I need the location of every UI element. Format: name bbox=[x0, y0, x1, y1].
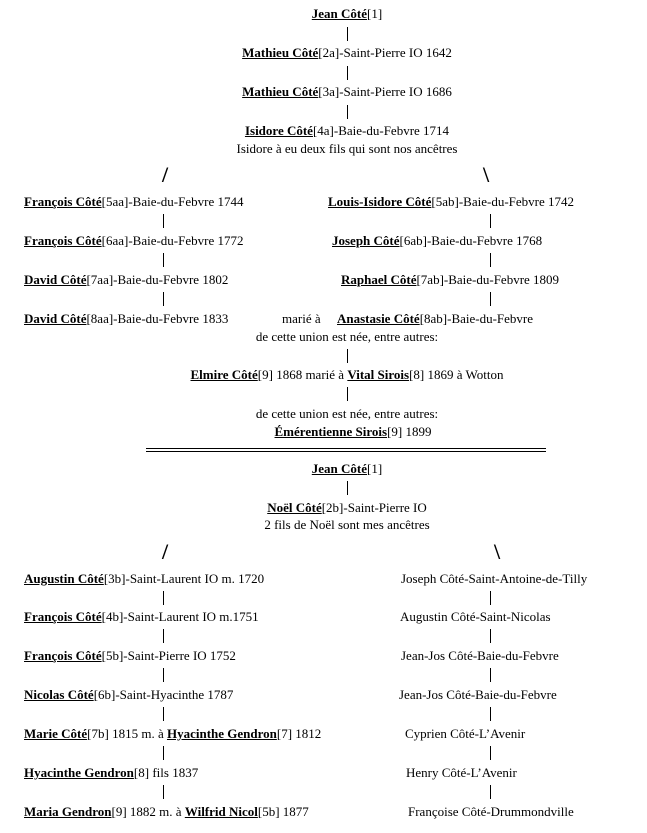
connector bbox=[163, 214, 164, 228]
branch-right-slash: \ bbox=[494, 539, 501, 564]
connector bbox=[490, 746, 491, 760]
name-link[interactable]: François Côté bbox=[24, 233, 102, 248]
connector bbox=[163, 253, 164, 267]
name-link[interactable]: Noël Côté bbox=[267, 500, 322, 515]
connector bbox=[163, 668, 164, 682]
connector bbox=[347, 349, 348, 363]
entry-detail: [9] 1882 m. à bbox=[111, 804, 185, 819]
entry-detail: [6ab]-Baie-du-Febvre 1768 bbox=[399, 233, 543, 248]
entry-detail: [8aa]-Baie-du-Febvre 1833 bbox=[86, 311, 229, 326]
entry-detail: [5ab]-Baie-du-Febvre 1742 bbox=[431, 194, 574, 209]
connector bbox=[163, 292, 164, 306]
entry-detail: [4a]-Baie-du-Febvre 1714 bbox=[312, 123, 450, 138]
left-gen-6 bbox=[24, 233, 243, 248]
name-link[interactable]: Anastasie Côté bbox=[337, 311, 420, 326]
connector bbox=[347, 105, 348, 119]
name-link[interactable]: David Côté bbox=[24, 272, 87, 287]
name-link[interactable]: Augustin Côté bbox=[24, 571, 104, 586]
spouse-link[interactable]: Hyacinthe Gendron bbox=[166, 726, 277, 741]
left-gen-5 bbox=[24, 194, 243, 209]
branch-left-slash: / bbox=[162, 162, 169, 187]
union-note: de cette union est née, entre autres: bbox=[255, 329, 439, 344]
connector bbox=[347, 27, 348, 41]
connector bbox=[163, 785, 164, 799]
right-gen-9: Françoise Côté-Drummondville bbox=[408, 804, 574, 819]
entry-detail: [7] 1812 bbox=[276, 726, 322, 741]
name-link[interactable]: Raphael Côté bbox=[341, 272, 417, 287]
name-link[interactable]: Jean Côté bbox=[311, 461, 368, 476]
married-label: marié à bbox=[282, 311, 321, 326]
connector bbox=[490, 292, 491, 306]
generation-4 bbox=[245, 123, 449, 138]
connector bbox=[490, 629, 491, 643]
entry-detail: [6b]-Saint-Hyacinthe 1787 bbox=[93, 687, 234, 702]
right-gen-6 bbox=[332, 233, 542, 248]
name-link[interactable]: Mathieu Côté bbox=[242, 84, 319, 99]
left-gen-7 bbox=[24, 272, 228, 287]
section-divider bbox=[146, 448, 546, 449]
name-link[interactable]: David Côté bbox=[24, 311, 87, 326]
name-link[interactable]: Isidore Côté bbox=[244, 123, 313, 138]
entry-detail: [7aa]-Baie-du-Febvre 1802 bbox=[86, 272, 229, 287]
right-gen-8 bbox=[337, 311, 533, 326]
entry-detail: [6aa]-Baie-du-Febvre 1772 bbox=[101, 233, 244, 248]
branch-note: Isidore à eu deux fils qui sont nos ancêtres bbox=[236, 141, 458, 156]
entry-detail: [7ab]-Baie-du-Febvre 1809 bbox=[416, 272, 560, 287]
root-ancestor bbox=[312, 461, 382, 476]
gen-9-couple bbox=[191, 367, 504, 382]
name-link[interactable]: Hyacinthe Gendron bbox=[24, 765, 134, 780]
connector bbox=[163, 591, 164, 605]
entry-detail: [1] bbox=[367, 6, 383, 21]
entry-detail: [3a]-Saint-Pierre IO 1686 bbox=[318, 84, 452, 99]
connector bbox=[490, 707, 491, 721]
left-gen-4 bbox=[24, 609, 259, 624]
left-gen-5 bbox=[24, 648, 236, 663]
root-ancestor bbox=[312, 6, 382, 21]
spouse-link[interactable]: Wilfrid Nicol bbox=[184, 804, 258, 819]
entry-detail: [2a]-Saint-Pierre IO 1642 bbox=[318, 45, 452, 60]
name-link[interactable]: Marie Côté bbox=[24, 726, 88, 741]
entry-detail: [8] 1869 à Wotton bbox=[409, 367, 504, 382]
connector bbox=[347, 66, 348, 80]
entry-detail: [5b]-Saint-Pierre IO 1752 bbox=[101, 648, 236, 663]
entry-detail: [5b] 1877 bbox=[257, 804, 309, 819]
branch-note: 2 fils de Noël sont mes ancêtres bbox=[264, 517, 430, 532]
branch-right-slash: \ bbox=[483, 162, 490, 187]
entry-detail: [9] 1899 bbox=[387, 424, 432, 439]
name-link[interactable]: Maria Gendron bbox=[24, 804, 112, 819]
entry-detail: [3b]-Saint-Laurent IO m. 1720 bbox=[103, 571, 265, 586]
right-gen-6: Jean-Jos Côté-Baie-du-Febvre bbox=[399, 687, 557, 702]
right-gen-5: Jean-Jos Côté-Baie-du-Febvre bbox=[401, 648, 559, 663]
name-link[interactable]: François Côté bbox=[24, 194, 102, 209]
entry-detail: [4b]-Saint-Laurent IO m.1751 bbox=[101, 609, 259, 624]
generation-2 bbox=[242, 45, 452, 60]
generation-2 bbox=[267, 500, 427, 515]
generation-3 bbox=[242, 84, 452, 99]
name-link[interactable]: Émérentienne Sirois bbox=[274, 424, 388, 439]
left-gen-8 bbox=[24, 311, 228, 326]
entry-detail: [9] 1868 marié à bbox=[257, 367, 348, 382]
descendant bbox=[275, 424, 432, 439]
connector bbox=[347, 481, 348, 495]
entry-detail: [2b]-Saint-Pierre IO bbox=[321, 500, 427, 515]
name-link[interactable]: Elmire Côté bbox=[190, 367, 258, 382]
connector bbox=[163, 746, 164, 760]
connector bbox=[490, 591, 491, 605]
connector bbox=[490, 785, 491, 799]
connector bbox=[347, 387, 348, 401]
right-gen-7 bbox=[341, 272, 559, 287]
name-link[interactable]: Joseph Côté bbox=[332, 233, 400, 248]
entry-detail: [7b] 1815 m. à bbox=[87, 726, 167, 741]
right-gen-8: Henry Côté-L’Avenir bbox=[406, 765, 517, 780]
right-gen-5 bbox=[328, 194, 574, 209]
left-gen-3 bbox=[24, 571, 264, 586]
name-link[interactable]: Jean Côté bbox=[311, 6, 368, 21]
name-link[interactable]: François Côté bbox=[24, 648, 102, 663]
right-gen-7: Cyprien Côté-L’Avenir bbox=[405, 726, 526, 741]
left-gen-6 bbox=[24, 687, 233, 702]
entry-detail: [8ab]-Baie-du-Febvre bbox=[419, 311, 534, 326]
name-link[interactable]: François Côté bbox=[24, 609, 102, 624]
name-link[interactable]: Louis-Isidore Côté bbox=[328, 194, 432, 209]
connector bbox=[490, 668, 491, 682]
name-link[interactable]: Nicolas Côté bbox=[24, 687, 94, 702]
branch-left-slash: / bbox=[162, 539, 169, 564]
section-divider bbox=[146, 451, 546, 452]
left-gen-8 bbox=[24, 765, 198, 780]
spouse-link[interactable]: Vital Sirois bbox=[347, 367, 410, 382]
entry-detail: [5aa]-Baie-du-Febvre 1744 bbox=[101, 194, 244, 209]
union-note: de cette union est née, entre autres: bbox=[255, 406, 439, 421]
name-link[interactable]: Mathieu Côté bbox=[242, 45, 319, 60]
right-gen-4: Augustin Côté-Saint-Nicolas bbox=[400, 609, 551, 624]
connector bbox=[163, 629, 164, 643]
connector bbox=[490, 214, 491, 228]
entry-detail: [8] fils 1837 bbox=[133, 765, 199, 780]
left-gen-9 bbox=[24, 804, 309, 819]
left-gen-7 bbox=[24, 726, 321, 741]
connector bbox=[490, 253, 491, 267]
right-gen-3: Joseph Côté-Saint-Antoine-de-Tilly bbox=[401, 571, 588, 586]
connector bbox=[163, 707, 164, 721]
entry-detail: [1] bbox=[367, 461, 383, 476]
